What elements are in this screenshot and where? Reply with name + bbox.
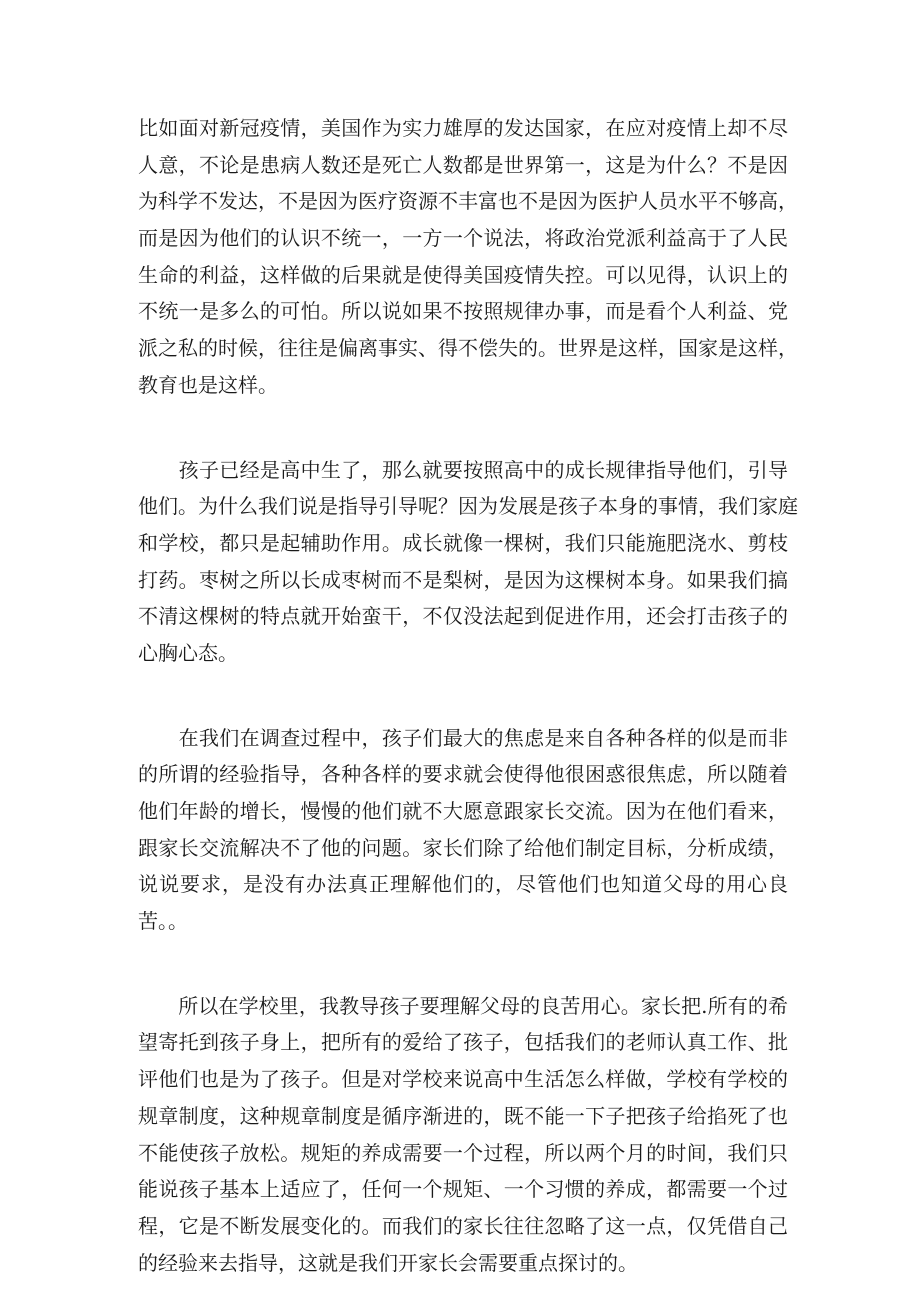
text-line: 所以在学校里，我教导孩子要理解父母的良苦用心。家长把.所有的希	[138, 993, 788, 1018]
text-line: 评他们也是为了孩子。但是对学校来说高中生活怎么样做，学校有学校的	[138, 1067, 788, 1092]
text-line: 比如面对新冠疫情，美国作为实力雄厚的发达国家，在应对疫情上却不尽	[138, 116, 788, 140]
text-line: 在我们在调查过程中，孩子们最大的焦虑是来自各种各样的似是而非	[138, 725, 788, 750]
text-line: 苦。。	[138, 909, 188, 934]
text-line: 跟家长交流解决不了他的问题。家长们除了给他们制定目标，分析成绩，	[138, 835, 788, 860]
text-line: 他们年龄的增长，慢慢的他们就不大愿意跟家长交流。因为在他们看来，	[138, 799, 788, 823]
text-line: 不统一是多么的可怕。所以说如果不按照规律办事，而是看个人利益、党	[138, 299, 788, 324]
document-body	[138, 110, 798, 1281]
paragraph-4	[138, 988, 788, 1282]
paragraph-2	[138, 452, 798, 672]
text-line: 打药。枣树之所以长成枣树而不是梨树，是因为这棵树本身。如果我们搞	[138, 567, 788, 592]
text-line: 人意，不论是患病人数还是死亡人数都是世界第一，这是为什么？不是因	[138, 152, 788, 177]
text-line: 派之私的时候，往往是偏离事实、得不偿失的。世界是这样，国家是这样，	[138, 336, 798, 361]
text-line: 而是因为他们的认识不统一，一方一个说法，将政治党派利益高于了人民	[138, 226, 788, 251]
text-line: 望寄托到孩子身上，把所有的爱给了孩子，包括我们的老师认真工作、批	[138, 1030, 788, 1055]
text-line: 为科学不发达，不是因为医疗资源不丰富也不是因为医护人员水平不够高，	[138, 189, 798, 214]
text-line: 和学校，都只是起辅助作用。成长就像一棵树，我们只能施肥浇水、剪枝	[138, 530, 788, 555]
text-line: 教育也是这样。	[138, 372, 278, 397]
text-line: 孩子已经是高中生了，那么就要按照高中的成长规律指导他们，引导	[138, 457, 788, 482]
text-line: 不能使孩子放松。规矩的养成需要一个过程，所以两个月的时间，我们只	[138, 1140, 788, 1165]
text-line: 他们。为什么我们说是指导引导呢？因为发展是孩子本身的事情，我们家庭	[138, 494, 798, 519]
text-line: 能说孩子基本上适应了，任何一个规矩、一个习惯的养成，都需要一个过	[138, 1177, 788, 1202]
text-line: 程，它是不断发展变化的。而我们的家长往往忽略了这一点，仅凭借自己	[138, 1213, 788, 1238]
paragraph-1	[138, 110, 798, 404]
text-line: 生命的利益，这样做的后果就是使得美国疫情失控。可以见得，认识上的	[138, 262, 788, 287]
paragraph-3	[138, 720, 788, 940]
text-line: 说说要求，是没有办法真正理解他们的，尽管他们也知道父母的用心良	[138, 872, 788, 897]
text-line: 规章制度，这种规章制度是循序渐进的，既不能一下子把孩子给掐死了也	[138, 1103, 788, 1128]
text-line: 心胸心态。	[138, 640, 238, 665]
text-line: 的经验来去指导，这就是我们开家长会需要重点探讨的。	[138, 1250, 638, 1275]
text-line: 的所谓的经验指导，各种各样的要求就会使得他很困惑很焦虑，所以随着	[138, 762, 788, 787]
text-line: 不清这棵树的特点就开始蛮干，不仅没法起到促进作用，还会打击孩子的	[138, 604, 788, 629]
